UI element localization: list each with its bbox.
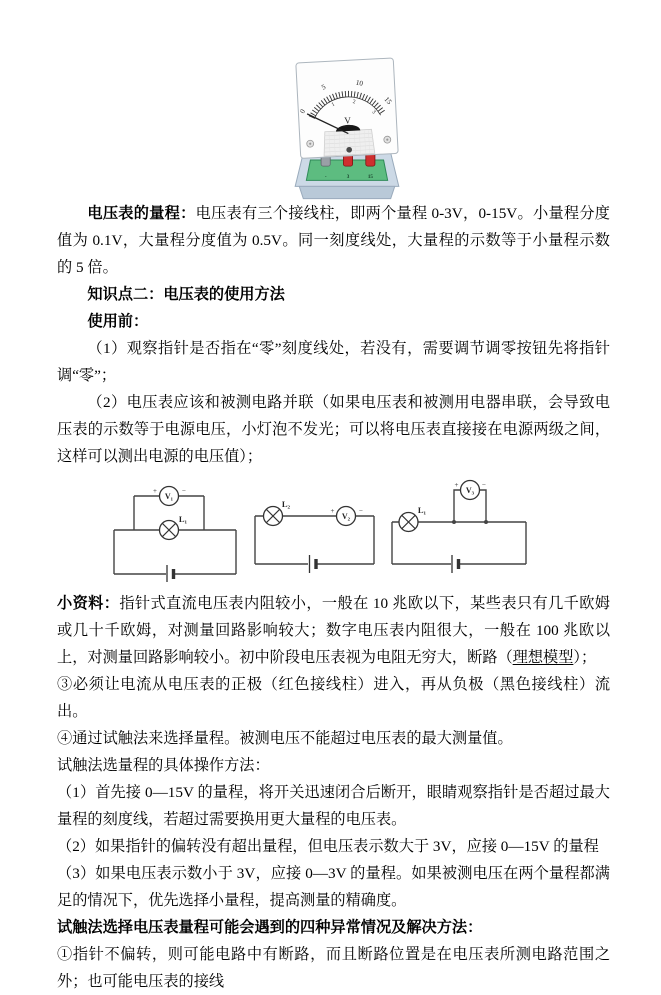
zero-adjust-plate (323, 129, 375, 156)
tip-text-before: 指针式直流电压表内阻较小，一般在 10 兆欧以下，某些表只有几千欧姆或几十千欧姆，对测量回路影响较大；数字电压表内阻很大，一般在 100 兆欧以上，对测量回路影响较小。初中阶段电压表视为电阻无穷大，断路（ (57, 595, 610, 666)
svg-text:L₁: L₁ (179, 514, 188, 524)
svg-text:+: + (153, 487, 157, 495)
tip-paragraph (57, 590, 610, 671)
method-step-2: （2）如果指针的偏转没有超出量程，但电压表示数大于 3V，应接 0—15V 的量程 (57, 833, 610, 860)
battery-icon (310, 555, 317, 573)
document-body (57, 200, 610, 995)
meter-face (296, 58, 398, 158)
svg-text:-: - (325, 174, 327, 180)
method-heading: 试触法选量程的具体操作方法： (57, 752, 610, 779)
svg-text:1: 1 (331, 102, 336, 109)
circuit-diagram-wire-section (388, 474, 530, 574)
svg-text:0: 0 (298, 107, 307, 115)
svg-text:10: 10 (355, 79, 364, 88)
before-use-item-1: （1）观察指针是否指在“零”刻度线处，若没有，需要调节调零按钮先将指针调“零”； (57, 335, 610, 389)
rule-item-3: ③必须让电流从电压表的正极（红色接线柱）进入，再从负极（黑色接线柱）流出。 (57, 671, 610, 725)
svg-text:2: 2 (352, 99, 356, 105)
svg-text:−: − (359, 507, 363, 515)
method-step-3: （3）如果电压表示数小于 3V，应接 0—3V 的量程。如果被测电压在两个量程都满足的情况下，优先选择小量程，提高测量的精确度。 (57, 860, 610, 914)
svg-text:3: 3 (347, 174, 350, 180)
battery-icon (452, 555, 459, 573)
svg-text:3: 3 (370, 109, 376, 115)
lamp-icon (160, 514, 188, 540)
junction-dot (452, 520, 456, 524)
svg-text:5: 5 (320, 83, 327, 92)
svg-text:+: + (331, 507, 335, 515)
tip-text-after: ）； (573, 649, 596, 666)
circuit-diagrams-figure (57, 472, 610, 590)
circuit-diagram-parallel (109, 480, 241, 582)
svg-text:V₁: V₁ (165, 492, 174, 501)
circuit-diagram-series (251, 498, 378, 586)
junction-dot (484, 520, 488, 524)
svg-text:V₂: V₂ (342, 512, 351, 521)
tip-underlined-term: 理想模型 (513, 649, 574, 666)
method-step-1: （1）首先接 0—15V 的量程，将开关迅速闭合后断开，眼睛观察指针是否超过最大量程的刻度线，若超过需要换用更大量程的电压表。 (57, 779, 610, 833)
before-use-item-2: （2）电压表应该和被测电路并联（如果电压表和被测用电器串联，会导致电压表的示数等于电源电压，小灯泡不发光；可以将电压表直接接在电源两级之间，这样可以测出电源的电压值）； (57, 389, 610, 470)
range-text: 电压表有三个接线柱，即两个量程 0-3V，0-15V。小量程分度值为 0.1V，大量程分度值为 0.5V。同一刻度线处，大量程的示数等于小量程示数的 5 倍。 (57, 205, 610, 276)
svg-text:−: − (482, 481, 486, 489)
svg-text:15: 15 (368, 174, 374, 180)
svg-text:−: − (182, 487, 186, 495)
svg-text:15: 15 (383, 95, 394, 106)
voltmeter-illustration (283, 55, 411, 200)
abnormal-cases-heading: 试触法选择电压表量程可能会遇到的四种异常情况及解决方法： (57, 914, 610, 941)
meter-foot (299, 186, 394, 198)
before-use-heading: 使用前： (57, 308, 610, 335)
svg-text:V₃: V₃ (466, 486, 475, 495)
range-label: 电压表的量程： (87, 205, 195, 222)
svg-text:L₂: L₂ (282, 499, 291, 509)
svg-text:+: + (455, 481, 459, 489)
range-paragraph (57, 200, 610, 281)
tip-label: 小资料： (57, 595, 119, 612)
voltmeter-photo (283, 55, 411, 200)
knowledge-point-2-heading: 知识点二：电压表的使用方法 (57, 281, 610, 308)
rule-item-4: ④通过试触法来选择量程。被测电压不能超过电压表的最大测量值。 (57, 725, 610, 752)
abnormal-case-1: ①指针不偏转，则可能电路中有断路，而且断路位置是在电压表所测电路范围之外；也可能电压表的接线 (57, 941, 610, 995)
battery-icon (167, 565, 174, 582)
lamp-icon (264, 499, 291, 526)
lamp-icon (399, 505, 427, 532)
svg-text:L₁: L₁ (418, 505, 427, 515)
unit-mark: V (344, 115, 352, 125)
